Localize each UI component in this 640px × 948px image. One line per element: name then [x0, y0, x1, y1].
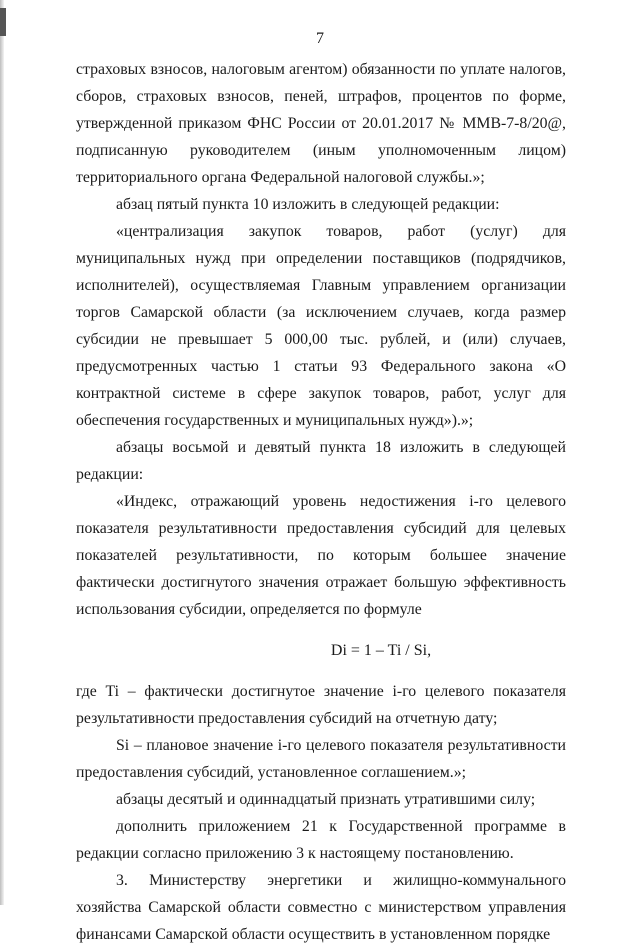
paragraph-repeal: абзацы десятый и одиннадцатый признать утратившими силу; [116, 791, 536, 808]
paragraph-continuation: страховых взносов, налоговым агентом) обязанности по уплате налогов, сборов, страховых взносов, пеней, штрафов, процентов по форме, утвержденной приказом ФНС России от 20.01.2017 № ММВ-7-8/20@, подписанную руководителем (иным уполномоченным лицом) территориального органа Федеральной налоговой службы.»; [76, 61, 566, 186]
scan-edge-shadow [0, 0, 4, 905]
paragraph-si-definition: Si – плановое значение i-го целевого показателя результативности предоставления субсидий, установленное соглашением.»; [76, 737, 566, 781]
paragraph-section-3: 3. Министерству энергетики и жилищно-коммунального хозяйства Самарской области совместно с министерством управления финансами Самарской области осуществить в установленном порядке [76, 872, 566, 943]
paragraph-ti-definition: где Ti – фактически достигнутое значение i-го целевого показателя результативности предоставления субсидий на отчетную дату; [76, 683, 566, 727]
document-body [76, 56, 566, 948]
page-number: 7 [316, 30, 324, 47]
paragraph-amendment-item-10: абзац пятый пункта 10 изложить в следующей редакции: [116, 196, 500, 213]
formula: Di = 1 – Ti / Si, [330, 642, 432, 659]
paragraph-amendment-item-18: абзацы восьмой и девятый пункта 18 изложить в следующей редакции: [76, 439, 566, 483]
paragraph-index-definition: «Индекс, отражающий уровень недостижения i-го целевого показателя результативности предоставления субсидий для целевых показателей результативности, по которым большее значение фактически достигнутого значения отражает большую эффективность использования субсидии, определяется по формуле [76, 493, 566, 618]
paragraph-centralization-quote: «централизация закупок товаров, работ (услуг) для муниципальных нужд при определении поставщиков (подрядчиков, исполнителей), осуществляемая Главным управлением организации торгов Самарской области (за исключением случаев, когда размер субсидии не превышает 5 000,00 тыс. рублей, и (или) случаев, предусмотренных частью 1 статьи 93 Федерального закона «О контрактной системе в сфере закупок товаров, работ, услуг для обеспечения государственных и муниципальных нужд»).»; [76, 223, 566, 429]
paragraph-supplement: дополнить приложением 21 к Государственной программе в редакции согласно приложению 3 к настоящему постановлению. [76, 818, 566, 862]
